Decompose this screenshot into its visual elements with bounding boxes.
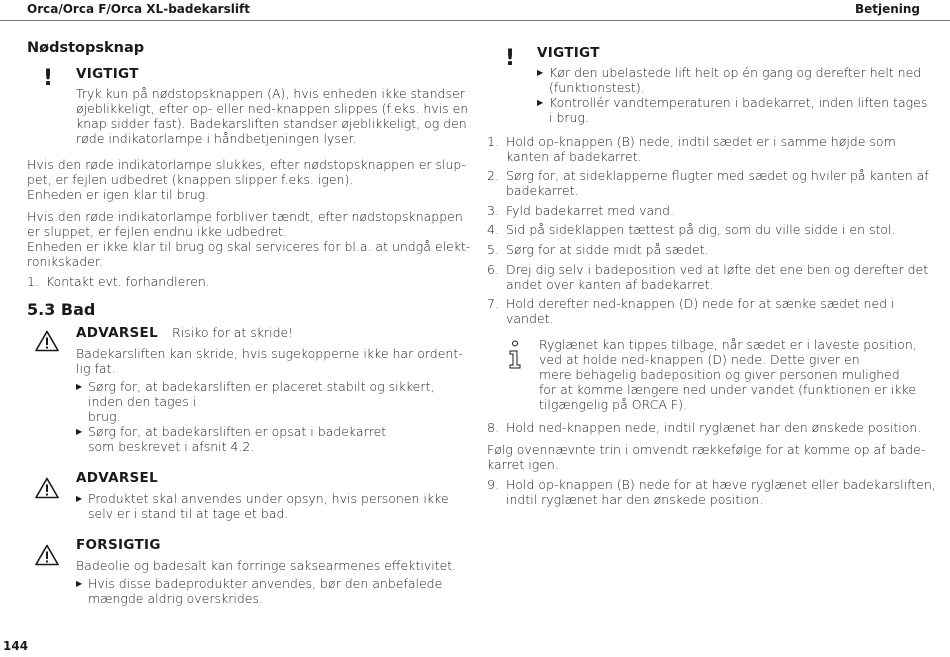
warning-triangle-icon bbox=[35, 477, 59, 499]
bullet-arrow-icon: ▶ bbox=[537, 68, 544, 77]
step: 2. Sørg for, at sideklapperne flugter med sædet og hviler på kanten af badekarret. bbox=[487, 168, 929, 198]
step: 1. Hold op-knappen (B) nede, indtil sædet er i samme højde som kanten af badekarret. bbox=[487, 134, 896, 164]
document-title: Orca/Orca F/Orca XL-badekarslift bbox=[27, 2, 250, 16]
important-bullet: ▶ Kontrollér vandtemperaturen i badekarret, inden liften tages i brug. bbox=[537, 95, 928, 125]
step: 3. Fyld badekarret med vand. bbox=[487, 203, 674, 218]
warning-triangle-icon bbox=[35, 330, 59, 352]
header-rule bbox=[0, 20, 950, 21]
nodstop-heading: Nødstopsknap bbox=[27, 40, 145, 56]
reverse-paragraph: Følg ovennævnte trin i omvendt rækkefølge for at komme op af bade- karret igen. bbox=[487, 442, 926, 472]
warning-bullet: ▶ Produktet skal anvendes under opsyn, hvis personen ikke selv er i stand til at tage et bad. bbox=[76, 491, 449, 521]
important-icon: ! bbox=[505, 46, 516, 71]
caution-text: Badeolie og badesalt kan forringe saksearmenes effektivitet. bbox=[76, 558, 457, 573]
paragraph-lamp-on: Hvis den røde indikatorlampe forbliver tændt, efter nødstopsknappen er sluppet, er fejlen endnu ikke udbedret. Enheden er ikke klar til brug og skal serviceres for bl.a. at undgå elekt- ronikskader. bbox=[27, 209, 471, 269]
paragraph-lamp-off: Hvis den røde indikatorlampe slukkes, efter nødstopsknappen er slup- pet, er fejlen udbedret (knappen slipper f.eks. igen). Enheden er igen klar til brug. bbox=[27, 157, 466, 202]
warning-bullet: ▶ Sørg for, at badekarsliften er placeret stabilt og sikkert, inden den tages i brug. bbox=[76, 379, 435, 424]
info-icon bbox=[506, 340, 524, 370]
caution-heading: FORSIGTIG bbox=[76, 537, 161, 553]
step: 8. Hold ned-knappen nede, indtil ryglænet har den ønskede position. bbox=[487, 420, 922, 435]
section-heading: 5.3 Bad bbox=[27, 300, 96, 319]
page-number: 144 bbox=[3, 639, 29, 653]
bullet-arrow-icon: ▶ bbox=[537, 98, 544, 107]
bullet-arrow-icon: ▶ bbox=[76, 382, 83, 391]
bullet-arrow-icon: ▶ bbox=[76, 427, 83, 436]
important-label: VIGTIGT bbox=[537, 45, 600, 61]
warning-text: Badekarsliften kan skride, hvis sugekopperne ikke har ordent- lig fat. bbox=[76, 346, 463, 376]
chapter-title: Betjening bbox=[854, 2, 920, 16]
step: 4. Sid på sideklappen tættest på dig, som du ville sidde i en stol. bbox=[487, 222, 896, 237]
caution-triangle-icon bbox=[35, 544, 59, 566]
important-label: VIGTIGT bbox=[76, 66, 139, 82]
bullet-arrow-icon: ▶ bbox=[76, 579, 83, 588]
warning-heading: ADVARSEL Risiko for at skride! bbox=[76, 325, 294, 341]
step: 7. Hold derefter ned-knappen (D) nede for at sænke sædet ned i vandet. bbox=[487, 296, 895, 326]
step-contact-dealer: 1. Kontakt evt. forhandleren. bbox=[27, 274, 210, 289]
caution-bullet: ▶ Hvis disse badeprodukter anvendes, bør den anbefalede mængde aldrig overskrides. bbox=[76, 576, 443, 606]
step: 9. Hold op-knappen (B) nede for at hæve ryglænet eller badekarsliften, indtil ryglænet har den ønskede position. bbox=[487, 477, 936, 507]
bullet-arrow-icon: ▶ bbox=[76, 494, 83, 503]
important-bullet: ▶ Kør den ubelastede lift helt op én gang og derefter helt ned (funktionstest). bbox=[537, 65, 922, 95]
warning-heading: ADVARSEL bbox=[76, 470, 158, 486]
important-text: Tryk kun på nødstopsknappen (A), hvis enheden ikke standser øjeblikkeligt, efter op- eller ned-knappen slippes (f.eks. hvis en knap sidder fast). Badekarsliften standser øjeblikkeligt, og den røde indikatorlampe i håndbetjeningen lyser. bbox=[76, 86, 469, 146]
warning-bullet: ▶ Sørg for, at badekarsliften er opsat i badekarret som beskrevet i afsnit 4.2. bbox=[76, 424, 387, 454]
important-icon: ! bbox=[43, 66, 54, 91]
step: 5. Sørg for at sidde midt på sædet. bbox=[487, 242, 709, 257]
step: 6. Drej dig selv i badeposition ved at løfte det ene ben og derefter det andet over kanten af badekarret. bbox=[487, 262, 929, 292]
info-text: Ryglænet kan tippes tilbage, når sædet er i laveste position, ved at holde ned-knappen (D) nede. Dette giver en mere behagelig badeposition og giver personen mulighed for at komme længere ned under vandet (funktionen er ikke tilgængelig på ORCA F). bbox=[539, 337, 917, 412]
